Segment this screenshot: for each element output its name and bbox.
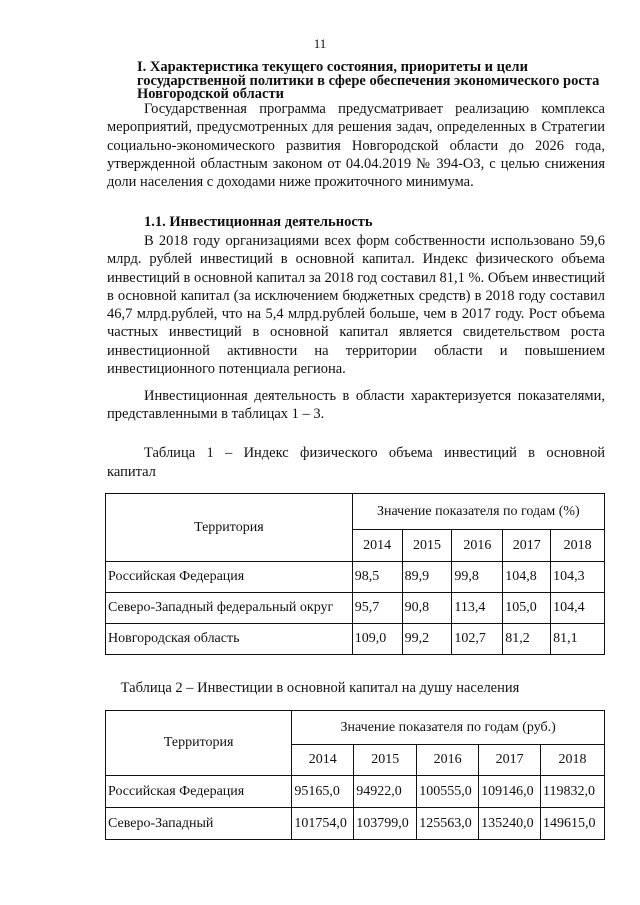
- table1-cell: 99,8: [452, 562, 503, 593]
- table2-year: 2018: [541, 745, 605, 776]
- table1-caption-line2: капитал: [107, 464, 156, 480]
- table1-cell: 104,3: [551, 562, 605, 593]
- table1-cell: 90,8: [402, 593, 452, 624]
- table2: [105, 710, 605, 840]
- table1-cell: 99,2: [402, 624, 452, 655]
- section-heading: [137, 61, 607, 102]
- heading-line: I. Характеристика текущего состояния, приоритеты и цели: [137, 59, 528, 75]
- table2-cell: 119832,0: [541, 776, 605, 808]
- table1-year: 2018: [551, 530, 605, 562]
- table1-cell: 113,4: [452, 593, 503, 624]
- table1-year: 2015: [402, 530, 452, 562]
- page-number: 11: [313, 36, 327, 51]
- table-row: [106, 562, 605, 593]
- table2-caption: Таблица 2 – Инвестиции в основной капитал на душу населения: [120, 680, 520, 696]
- table1-cell: 95,7: [352, 593, 402, 624]
- table2-cell: 109146,0: [479, 776, 541, 808]
- subsection-title: 1.1. Инвестиционная деятельность: [144, 214, 373, 230]
- table2-cell: 125563,0: [417, 808, 479, 840]
- table1-header-territory: Территория: [106, 494, 353, 562]
- table1-cell: 109,0: [352, 624, 402, 655]
- table1-territory: Российская Федерация: [106, 562, 353, 593]
- table1-cell: 104,8: [503, 562, 551, 593]
- table1-year: 2016: [452, 530, 503, 562]
- table1-cell: 98,5: [352, 562, 402, 593]
- tables-paragraph: Инвестиционная деятельность в области характеризуется показателями, представленными в таблицах 1 – 3.: [107, 388, 605, 423]
- investment-paragraph: В 2018 году организациями всех форм собственности использовано 59,6 млрд. рублей инвестиций в основной капитал. Индекс физического объема инвестиций в основной капитал за 2018 год составил 81,1 %. Объем инвестиций в основной капитал (за исключением бюджетных средств) в 2018 году составил 46,7 млрд.рублей, что на 5,4 млрд.рублей больше, чем в 2017 году. Рост объема частных инвестиций в основной капитал является свидетельством роста инвестиционной активности на территории области и повышением инвестиционного потенциала региона.: [107, 233, 605, 378]
- table2-cell: 135240,0: [479, 808, 541, 840]
- table2-year: 2015: [354, 745, 417, 776]
- table1-year: 2014: [352, 530, 402, 562]
- table-row: [106, 776, 605, 808]
- table1-cell: 102,7: [452, 624, 503, 655]
- table1: [105, 493, 605, 655]
- heading-line: государственной политики в сфере обеспечения экономического роста: [137, 72, 600, 89]
- table2-cell: 94922,0: [354, 776, 417, 808]
- table2-year: 2014: [292, 745, 354, 776]
- table2-header-value: Значение показателя по годам (руб.): [292, 711, 605, 745]
- table2-year: 2017: [479, 745, 541, 776]
- table2-territory: Российская Федерация: [106, 776, 292, 808]
- intro-paragraph: Государственная программа предусматривает реализацию комплекса мероприятий, предусмотренных для решения задач, определенных в Стратегии социально-экономического развития Новгородской области до 2026 года, утвержденной областным законом от 04.04.2019 № 394-ОЗ, с целью снижения доли населения с доходами ниже прожиточного минимума.: [107, 101, 605, 191]
- table1-caption-line1: Таблица 1 – Индекс физического объема инвестиций в основной: [144, 445, 605, 461]
- table2-territory: Северо-Западный: [106, 808, 292, 840]
- table1-header-value: Значение показателя по годам (%): [352, 494, 604, 530]
- table1-territory: Северо-Западный федеральный округ: [106, 593, 353, 624]
- table2-header-territory: Территория: [106, 711, 292, 776]
- table2-cell: 101754,0: [292, 808, 354, 840]
- table1-cell: 81,1: [551, 624, 605, 655]
- table1-year: 2017: [503, 530, 551, 562]
- table2-cell: 95165,0: [292, 776, 354, 808]
- table2-cell: 149615,0: [541, 808, 605, 840]
- table2-cell: 100555,0: [417, 776, 479, 808]
- table1-cell: 104,4: [551, 593, 605, 624]
- table-row: [106, 593, 605, 624]
- table1-cell: 89,9: [402, 562, 452, 593]
- table1-cell: 105,0: [503, 593, 551, 624]
- table2-cell: 103799,0: [354, 808, 417, 840]
- table-row: [106, 624, 605, 655]
- table1-cell: 81,2: [503, 624, 551, 655]
- table2-year: 2016: [417, 745, 479, 776]
- heading-line: Новгородской области: [137, 86, 284, 102]
- table1-territory: Новгородская область: [106, 624, 353, 655]
- table-row: [106, 808, 605, 840]
